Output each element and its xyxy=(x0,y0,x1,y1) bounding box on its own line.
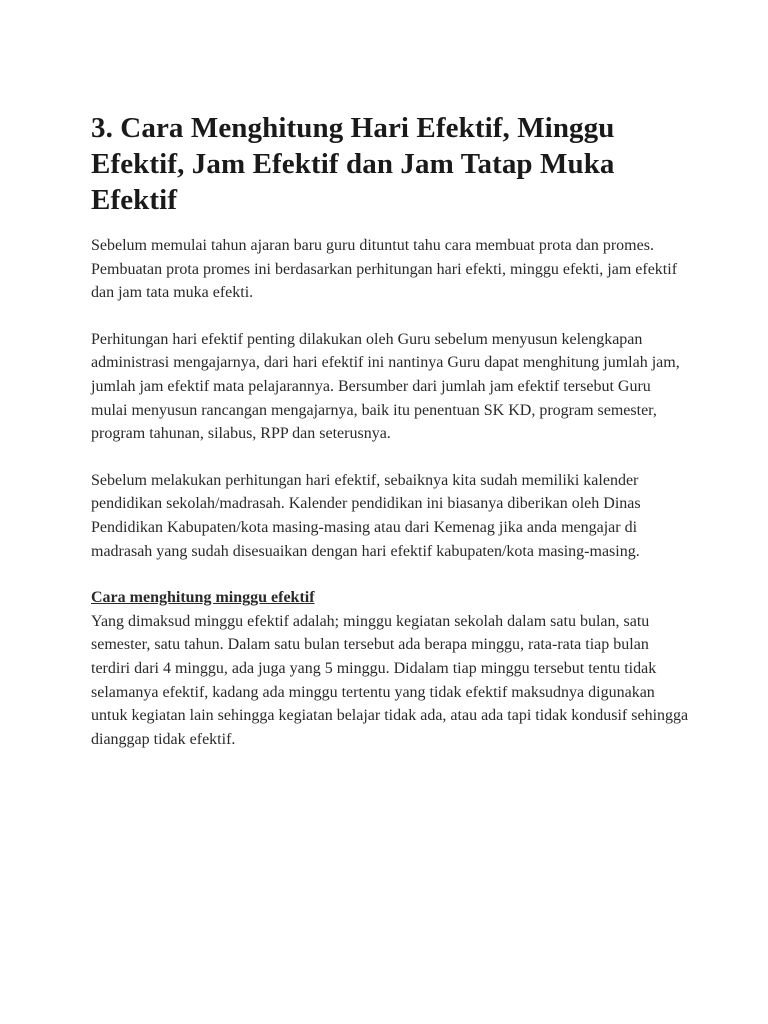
section-heading-minggu-efektif: Cara menghitung minggu efektif xyxy=(91,589,315,607)
article-heading: 3. Cara Menghitung Hari Efektif, Minggu Efektif, Jam Efektif dan Jam Tatap Muka Efektif xyxy=(91,112,615,216)
document-page xyxy=(91,110,691,774)
paragraph-importance: Perhitungan hari efektif penting dilakukan oleh Guru sebelum menyusun kelengkapan administrasi mengajarnya, dari hari efektif ini nantinya Guru dapat menghitung jumlah jam, jumlah jam efektif mata pelajarannya. Bersumber dari jumlah jam efektif tersebut Guru mulai menyusun rancangan mengajarnya, baik itu penentuan SK KD, program semester, program tahunan, silabus, RPP dan seterusnya. xyxy=(91,330,680,443)
section-body-minggu-efektif: Yang dimaksud minggu efektif adalah; minggu kegiatan sekolah dalam satu bulan, satu semester, satu tahun. Dalam satu bulan tersebut ada berapa minggu, rata-rata tiap bulan terdiri dari 4 minggu, ada juga yang 5 minggu. Didalam tiap minggu tersebut tentu tidak selamanya efektif, kadang ada minggu tertentu yang tidak efektif maksudnya digunakan untuk kegiatan lain sehingga kegiatan belajar tidak ada, atau ada tapi tidak kondusif sehingga dianggap tidak efektif. xyxy=(91,612,689,748)
paragraph-intro: Sebelum memulai tahun ajaran baru guru dituntut tahu cara membuat prota dan promes. Pembuatan prota promes ini berdasarkan perhitungan hari efekti, minggu efekti, jam efektif dan jam tata muka efekti. xyxy=(91,237,678,302)
paragraph-calendar: Sebelum melakukan perhitungan hari efektif, sebaiknya kita sudah memiliki kalender pendidikan sekolah/madrasah. Kalender pendidikan ini biasanya diberikan oleh Dinas Pendidikan Kabupaten/kota masing-masing atau dari Kemenag jika anda mengajar di madrasah yang sudah disesuaikan dengan hari efektif kabupaten/kota masing-masing. xyxy=(91,471,641,560)
